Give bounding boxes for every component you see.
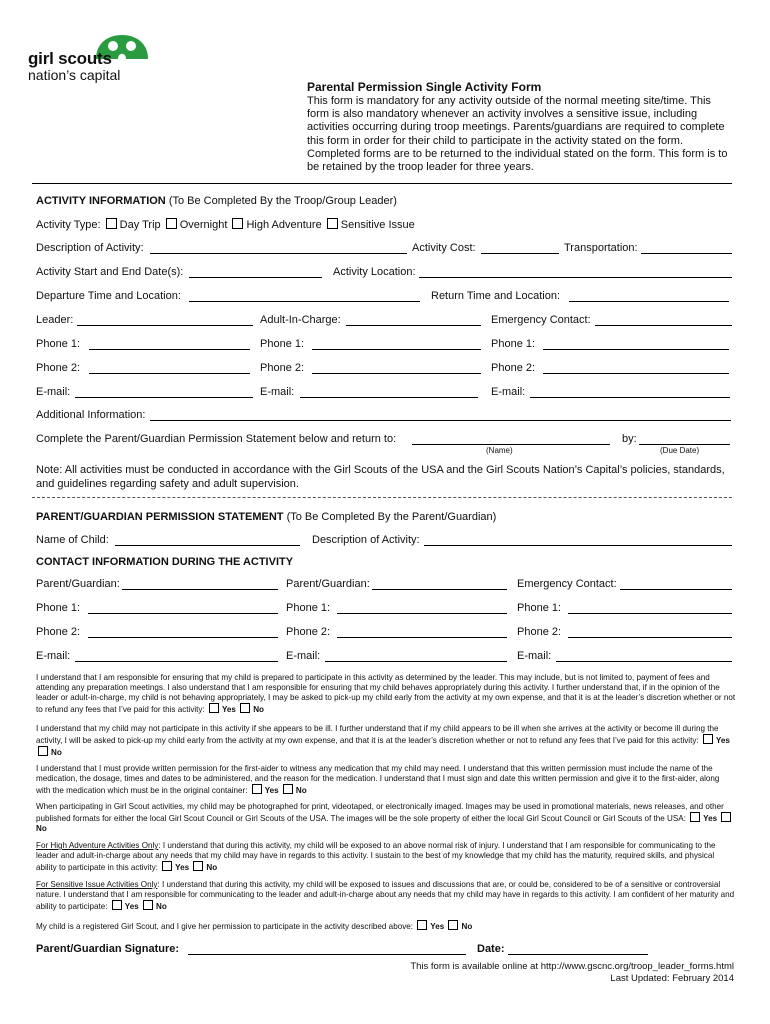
guardian2-phone2-label: Phone 2:	[286, 626, 331, 638]
adult-phone2-label: Phone 2:	[260, 362, 305, 374]
statement-medication: I understand that I must provide written permission for the first-aider to witness any medication that my child may need. I understand that this written permission must include the name of the medication, the dosage, times and dates to be administered, and the reason for the medication. I understand that I must sign and date this written permission and give it to the first-aider, along with the medication which must be in the original container: Yes No	[36, 764, 720, 795]
transport-field[interactable]	[641, 242, 732, 254]
medication-yes-checkbox[interactable]	[252, 784, 262, 794]
guardian1-phone1-field[interactable]	[88, 602, 278, 614]
logo-line-2: nation’s capital	[28, 67, 121, 83]
transport-label: Transportation:	[564, 242, 638, 254]
signature-date-field[interactable]	[508, 943, 648, 955]
guardian2-phone2-field[interactable]	[337, 626, 507, 638]
adult-phone2-field[interactable]	[312, 362, 481, 374]
leader-email-label: E-mail:	[36, 386, 71, 398]
additional-label: Additional Information:	[36, 409, 146, 421]
photo-no-checkbox[interactable]	[721, 812, 731, 822]
parent-emergency-label: Emergency Contact:	[517, 578, 617, 590]
statement-high-adventure: For High Adventure Activities Only: I understand that during this activity, my child will be exposed to an above normal risk of injury. I understand that I am responsible for communicating to the leader and adult-in-charge about any needs that my child may have in regards to this activity. I sustain to the best of my knowledge that my child has the maturity, required skills, and physical ability to participate in this activity: Yes No	[36, 841, 716, 872]
emergency-phone1-label: Phone 1:	[491, 338, 536, 350]
statement-fees: I understand that I am responsible for ensuring that my child is prepared to participate in this activity as determined by the leader. This may include, but is not limited to, payment of fees and attending any preparation meetings. I also understand that I am responsible for ensuring that my child behaves appropriately during this activity. I further understand that, if in the opinion of the leader or adult-in-charge, my child is not behaving appropriately, I may be asked to pick-up my child early from the activity at my own expense, and that it is at the leader’s discretion whether or not to refund any fees that I’ve paid for this activity: Yes No	[36, 673, 736, 714]
parent-emergency-phone1-field[interactable]	[568, 602, 732, 614]
guardian1-phone2-label: Phone 2:	[36, 626, 81, 638]
parent-heading: PARENT/GUARDIAN PERMISSION STATEMENT (To Be Completed By the Parent/Guardian)	[36, 511, 497, 523]
overnight-label: Overnight	[179, 219, 228, 231]
return-to-label: Complete the Parent/Guardian Permission Statement below and return to:	[36, 433, 397, 445]
additional-field[interactable]	[150, 409, 731, 421]
return-field[interactable]	[569, 290, 729, 302]
overnight-checkbox[interactable]	[166, 218, 177, 229]
guardian1-email-field[interactable]	[75, 650, 278, 662]
description-label: Description of Activity:	[36, 242, 144, 254]
safety-note: Note: All activities must be conducted in accordance with the Girl Scouts of the USA and the Girl Scouts Nation’s Capital’s policies, standards, and guidelines regarding safety and adult supervision.	[36, 464, 725, 490]
activity-type-row: Activity Type: Day Trip Overnight High Adventure Sensitive Issue	[36, 219, 415, 231]
location-field[interactable]	[419, 266, 732, 278]
adventure-no-checkbox[interactable]	[193, 861, 203, 871]
fees-yes-checkbox[interactable]	[209, 703, 219, 713]
guardian1-phone1-label: Phone 1:	[36, 602, 81, 614]
child-name-field[interactable]	[115, 534, 300, 546]
adult-phone1-label: Phone 1:	[260, 338, 305, 350]
statement-photo: When participating in Girl Scout activities, my child may be photographed for print, videotaped, or electronically imaged. Images may be used in promotional materials, news releases, and other published formats for either the local Girl Scout Council or Girl Scouts of the USA. The images will be the sole property of either the local Girl Scout Council or Girl Scouts of the USA: Yes No	[36, 802, 736, 834]
emergency-field[interactable]	[595, 314, 732, 326]
parent-emergency-phone2-field[interactable]	[568, 626, 732, 638]
parent-emergency-field[interactable]	[620, 578, 732, 590]
adult-email-label: E-mail:	[260, 386, 295, 398]
leader-phone1-field[interactable]	[89, 338, 250, 350]
emergency-phone1-field[interactable]	[543, 338, 729, 350]
return-to-name-field[interactable]	[412, 433, 610, 445]
guardian2-field[interactable]	[372, 578, 507, 590]
sensitive-yes-checkbox[interactable]	[112, 900, 122, 910]
footer-online: This form is available online at http://www.gscnc.org/troop_leader_forms.html	[410, 961, 734, 972]
adventure-yes-checkbox[interactable]	[162, 861, 172, 871]
guardian1-field[interactable]	[122, 578, 278, 590]
signature-field[interactable]	[188, 943, 466, 955]
due-date-field[interactable]	[639, 433, 730, 445]
signature-date-label: Date:	[477, 943, 505, 955]
illness-yes-checkbox[interactable]	[703, 734, 713, 744]
parent-emergency-email-label: E-mail:	[517, 650, 552, 662]
form-title: Parental Permission Single Activity Form	[307, 80, 542, 94]
parent-emergency-phone2-label: Phone 2:	[517, 626, 562, 638]
description-field[interactable]	[150, 242, 407, 254]
sensitive-no-checkbox[interactable]	[143, 900, 153, 910]
departure-label: Departure Time and Location:	[36, 290, 181, 302]
leader-phone2-label: Phone 2:	[36, 362, 81, 374]
statement-sensitive: For Sensitive Issue Activities Only: I understand that during this activity, my child will be exposed to issues and discussions that are, or could be, considered to be of a sensitive or controversial nature. I understand that I am responsible for communicating to the leader and adult-in-charge about any needs that my child may have in regards to this activity. I am confident of her maturity and ability to participate: Yes No	[36, 880, 735, 911]
day-trip-label: Day Trip	[119, 219, 161, 231]
emergency-email-field[interactable]	[530, 386, 730, 398]
departure-field[interactable]	[189, 290, 420, 302]
activity-heading: ACTIVITY INFORMATION (To Be Completed By the Troop/Group Leader)	[36, 195, 397, 207]
emergency-phone2-label: Phone 2:	[491, 362, 536, 374]
illness-no-checkbox[interactable]	[38, 746, 48, 756]
leader-phone1-label: Phone 1:	[36, 338, 81, 350]
parent-emergency-email-field[interactable]	[556, 650, 732, 662]
due-date-caption: (Due Date)	[660, 446, 700, 455]
dates-field[interactable]	[189, 266, 322, 278]
leader-label: Leader:	[36, 314, 74, 326]
child-name-label: Name of Child:	[36, 534, 109, 546]
leader-email-field[interactable]	[75, 386, 253, 398]
leader-phone2-field[interactable]	[89, 362, 250, 374]
registered-no-checkbox[interactable]	[448, 920, 458, 930]
emergency-phone2-field[interactable]	[543, 362, 729, 374]
contact-heading: CONTACT INFORMATION DURING THE ACTIVITY	[36, 556, 294, 568]
form-intro: This form is mandatory for any activity outside of the normal meeting site/time. This form is also mandatory whenever an activity involves a sensitive issue, including activities occurring during troop meetings. Parents/guardians are required to complete this form in order for their child to participate in the activity stated on the form. Completed forms are to be returned to the individual stated on the form. This form is to be retained by the troop leader for three years.	[307, 95, 728, 174]
guardian1-email-label: E-mail:	[36, 650, 71, 662]
adult-in-charge-label: Adult-In-Charge:	[260, 314, 341, 326]
cost-field[interactable]	[481, 242, 559, 254]
registered-yes-checkbox[interactable]	[417, 920, 427, 930]
name-caption: (Name)	[486, 446, 513, 455]
medication-no-checkbox[interactable]	[283, 784, 293, 794]
photo-yes-checkbox[interactable]	[690, 812, 700, 822]
guardian1-label: Parent/Guardian:	[36, 578, 120, 590]
statement-registered: My child is a registered Girl Scout, and I give her permission to participate in the activity described above: Yes No	[36, 922, 473, 931]
signature-label: Parent/Guardian Signature:	[36, 943, 180, 955]
section-divider	[32, 183, 732, 184]
parent-desc-label: Description of Activity:	[312, 534, 420, 546]
sensitive-issue-label: Sensitive Issue	[340, 219, 415, 231]
guardian2-email-field[interactable]	[325, 650, 507, 662]
logo-line-1: girl scouts	[28, 49, 112, 68]
cut-line	[32, 497, 732, 498]
guardian2-phone1-label: Phone 1:	[286, 602, 331, 614]
footer-updated: Last Updated: February 2014	[610, 973, 734, 984]
return-label: Return Time and Location:	[431, 290, 561, 302]
guardian2-email-label: E-mail:	[286, 650, 321, 662]
cost-label: Activity Cost:	[412, 242, 476, 254]
sensitive-issue-checkbox[interactable]	[327, 218, 338, 229]
parent-desc-field[interactable]	[424, 534, 732, 546]
statement-illness: I understand that my child may not participate in this activity if she appears to be ill. I further understand that if my child appears to be ill when she arrives at the activity or become ill during the activity, I will be asked to pick-up my child early from the activity at my own expense, and that it is at the leader’s discretion whether or not to refund any fees that I’ve paid for this activity: Yes No	[36, 724, 730, 757]
parent-emergency-phone1-label: Phone 1:	[517, 602, 562, 614]
adult-in-charge-field[interactable]	[346, 314, 481, 326]
fees-no-checkbox[interactable]	[240, 703, 250, 713]
girl-scouts-logo	[28, 33, 148, 85]
adult-email-field[interactable]	[300, 386, 478, 398]
leader-field[interactable]	[77, 314, 253, 326]
location-label: Activity Location:	[333, 266, 416, 278]
guardian1-phone2-field[interactable]	[88, 626, 278, 638]
guardian2-phone1-field[interactable]	[337, 602, 507, 614]
emergency-label: Emergency Contact:	[491, 314, 591, 326]
emergency-email-label: E-mail:	[491, 386, 526, 398]
guardian2-label: Parent/Guardian:	[286, 578, 370, 590]
high-adventure-checkbox[interactable]	[232, 218, 243, 229]
by-label: by:	[622, 433, 637, 445]
dates-label: Activity Start and End Date(s):	[36, 266, 184, 278]
high-adventure-label: High Adventure	[246, 219, 322, 231]
day-trip-checkbox[interactable]	[106, 218, 117, 229]
adult-phone1-field[interactable]	[312, 338, 481, 350]
